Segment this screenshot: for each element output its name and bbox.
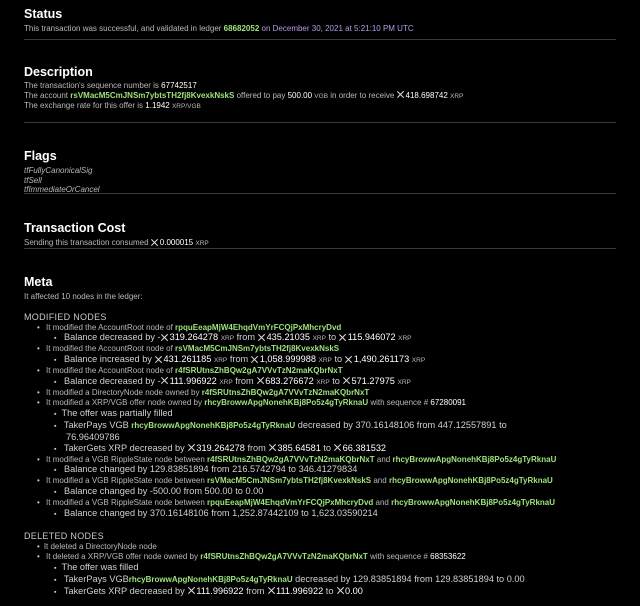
flag-item: tfImmediateOrCancel — [24, 185, 100, 195]
account-link[interactable]: rsVMacM5CmJNSm7ybtsTH2fj8KvexkNskS — [175, 344, 340, 354]
xrp-icon — [161, 333, 169, 341]
meta-section — [24, 249, 616, 598]
xrp-icon — [151, 238, 159, 246]
xrp-icon — [161, 377, 169, 385]
list-item: ▪ Balance decreased by - 111.996922 XRP from 683.276672 XRP to 571.27975 XRP — [54, 376, 616, 388]
account-link[interactable]: rhcyBrowwApgNonehKBj8Po5z4gTyRknaU — [128, 574, 293, 584]
flag-item: tfFullyCanonicalSig — [24, 166, 93, 175]
description-title: Description — [24, 65, 93, 79]
xrp-icon — [336, 587, 344, 595]
cost-section — [24, 194, 616, 249]
sequence-number: 67742517 — [161, 81, 197, 90]
xrp-icon — [258, 333, 266, 341]
account-link[interactable]: rpquEeapMjW4EhqdVmYrFCQjPxMhcryDvd — [175, 322, 342, 332]
account-link[interactable]: rpquEeapMjW4EhqdVmYrFCQjPxMhcryDvd — [207, 498, 374, 508]
xrp-icon — [256, 377, 264, 385]
list-item: ▪ TakerGets XRP decreased by 319.264278 from 385.64581 to 66.381532 — [54, 443, 616, 455]
list-item: • It modified a VGB RippleState node between rpquEeapMjW4EhqdVmYrFCQjPxMhcryDvd and rhcyBrowwApgNonehKBj8Po5z4gTyRknaU — [37, 498, 616, 508]
modified-nodes-list — [24, 323, 616, 333]
xrp-icon — [267, 587, 275, 595]
deleted-nodes-title: DELETED NODES — [24, 530, 104, 541]
account-link[interactable]: rsVMacM5CmJNSm7ybtsTH2fj8KvexkNskS — [70, 90, 235, 100]
cost-title: Transaction Cost — [24, 221, 126, 235]
account-link[interactable]: rhcyBrowwApgNonehKBj8Po5z4gTyRknaU — [391, 498, 555, 508]
meta-title: Meta — [24, 275, 53, 289]
sequence-line: The transaction's sequence number is 67742517 — [24, 81, 197, 90]
xrp-icon — [251, 355, 259, 363]
list-item: ▪ Balance changed by 370.16148106 from 1,252.87442109 to 1,623.03590214 — [54, 508, 616, 520]
list-item: ▪ Balance decreased by - 319.264278 XRP from 435.21035 XRP to 115.946072 XRP — [54, 332, 616, 344]
status-date: December 30, 2021 at 5:21:10 PM UTC — [272, 24, 414, 33]
xrp-icon — [342, 377, 350, 385]
meta-affected: It affected 10 nodes in the ledger: — [24, 292, 143, 301]
flags-section — [24, 123, 616, 194]
list-item: • It modified a VGB RippleState node between r4fSRUtnsZhBQw2gA7VVvTzN2maKQbrNxT and rhcyBrowwApgNonehKBj8Po5z4gTyRknaU — [37, 455, 616, 465]
list-item: • It modified the AccountRoot node of rsVMacM5CmJNSm7ybtsTH2fj8KvexkNskS — [37, 344, 616, 354]
list-item: • It deleted a XRP/VGB offer node owned by r4fSRUtnsZhBQw2gA7VVvTzN2maKQbrNxT with sequence # 68353622 — [37, 552, 616, 562]
takerpays-continuation: 76.96409786 — [66, 431, 120, 442]
list-item: ▪ Balance changed by -500.00 from 500.00 to 0.00 — [54, 486, 616, 498]
status-line: This transaction was successful, and validated in ledger 68682052 on December 30, 2021 at 5:21:10 PM UTC — [24, 24, 414, 33]
list-item: ▪ The offer was filled — [54, 562, 616, 574]
list-item: • It modified the AccountRoot node of rpquEeapMjW4EhqdVmYrFCQjPxMhcryDvd — [37, 323, 616, 333]
list-item: ▪ The offer was partially filled — [54, 408, 616, 420]
account-link[interactable]: rhcyBrowwApgNonehKBj8Po5z4gTyRknaU — [388, 476, 553, 486]
account-link[interactable]: r4fSRUtnsZhBQw2gA7VVvTzN2maKQbrNxT — [201, 387, 370, 397]
xrp-icon — [187, 587, 195, 595]
cost-line: Sending this transaction consumed 0.000015 XRP — [24, 238, 209, 247]
account-link[interactable]: r4fSRUtnsZhBQw2gA7VVvTzN2maKQbrNxT — [200, 551, 368, 561]
rate-line: The exchange rate for this offer is 1.1942 XRP/VGB — [24, 101, 201, 111]
list-item: • It modified the AccountRoot node of r4fSRUtnsZhBQw2gA7VVvTzN2maKQbrNxT — [37, 366, 616, 376]
xrp-icon — [397, 91, 405, 99]
account-link[interactable]: rhcyBrowwApgNonehKBj8Po5z4gTyRknaU — [204, 397, 369, 407]
flag-item: tfSell — [24, 175, 42, 185]
list-item: ▪ TakerGets XRP decreased by 111.996922 from 111.996922 to 0.00 — [54, 586, 616, 598]
status-title: Status — [24, 7, 63, 21]
flags-title: Flags — [24, 149, 57, 163]
xrp-icon — [334, 444, 342, 452]
xrp-icon — [339, 333, 347, 341]
list-item: • It deleted a DirectoryNode node — [37, 542, 616, 552]
xrp-icon — [345, 355, 353, 363]
description-section — [24, 40, 616, 123]
list-item: ▪ TakerPays VGBrhcyBrowwApgNonehKBj8Po5z4gTyRknaU decreased by 129.83851894 from 129.83851894 to 0.00 — [54, 574, 616, 586]
modified-nodes-title: MODIFIED NODES — [24, 311, 107, 322]
account-link[interactable]: rsVMacM5CmJNSm7ybtsTH2fj8KvexkNskS — [207, 476, 372, 486]
account-link[interactable]: rhcyBrowwApgNonehKBj8Po5z4gTyRknaU — [392, 454, 557, 464]
list-item: • It modified a XRP/VGB offer node owned by rhcyBrowwApgNonehKBj8Po5z4gTyRknaU with sequence # 67280091 — [37, 398, 616, 408]
account-link[interactable]: r4fSRUtnsZhBQw2gA7VVvTzN2maKQbrNxT — [207, 454, 375, 464]
list-item: ▪ Balance increased by 431.261185 XRP from 1,058.999988 XRP to 1,490.261173 XRP — [54, 354, 616, 366]
list-item: • It modified a VGB RippleState node between rsVMacM5CmJNSm7ybtsTH2fj8KvexkNskS and rhcyBrowwApgNonehKBj8Po5z4gTyRknaU — [37, 476, 616, 486]
list-item: ▪ TakerPays VGB rhcyBrowwApgNonehKBj8Po5z4gTyRknaU decreased by 370.16148106 from 447.12557891 to — [54, 420, 616, 432]
xrp-icon — [187, 444, 195, 452]
ledger-link[interactable]: 68682052 — [223, 24, 260, 33]
status-section — [24, 6, 616, 40]
xrp-icon — [268, 444, 276, 452]
list-item: ▪ Balance changed by 129.83851894 from 216.5742794 to 346.41279834 — [54, 464, 616, 476]
account-link[interactable]: rhcyBrowwApgNonehKBj8Po5z4gTyRknaU — [131, 420, 296, 430]
account-link[interactable]: r4fSRUtnsZhBQw2gA7VVvTzN2maKQbrNxT — [175, 366, 343, 376]
xrp-icon — [154, 355, 162, 363]
offer-line: The account rsVMacM5CmJNSm7ybtsTH2fj8KvexkNskS offered to pay 500.00 VGB in order to receive 418.698742 XRP — [24, 90, 464, 100]
list-item: • It modified a DirectoryNode node owned by r4fSRUtnsZhBQw2gA7VVvTzN2maKQbrNxT — [37, 388, 616, 398]
